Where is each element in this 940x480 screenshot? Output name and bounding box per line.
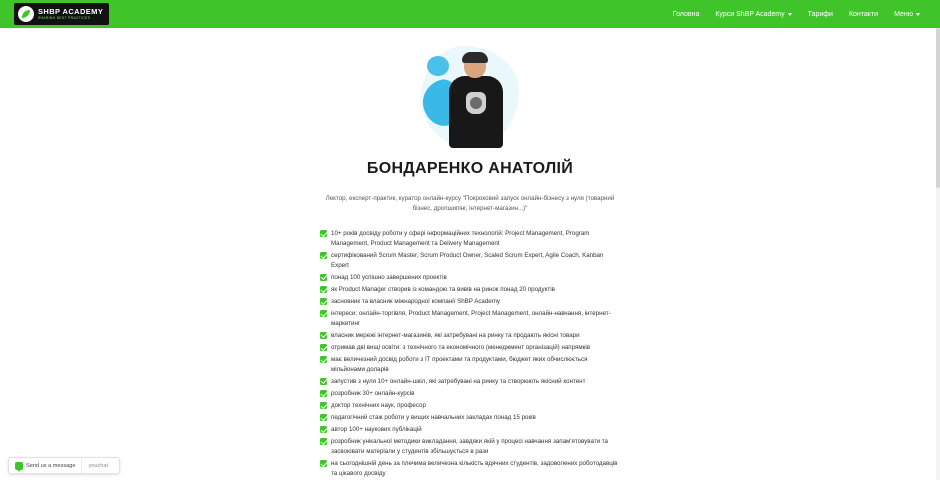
check-icon bbox=[320, 390, 327, 397]
page-scrollbar[interactable] bbox=[936, 28, 940, 480]
nav-label: Тарифи bbox=[807, 10, 833, 18]
nav-item-courses[interactable] bbox=[715, 11, 791, 18]
list-item bbox=[320, 425, 620, 435]
list-item bbox=[320, 413, 620, 423]
credentials-list bbox=[320, 229, 620, 478]
send-message-button[interactable] bbox=[9, 458, 82, 473]
list-item-text: має величезний досвід роботи з ІТ проектами та продуктами, бюджет яких обчислюється мільйонами доларів bbox=[331, 355, 588, 373]
list-item bbox=[320, 251, 620, 270]
hero-blob-accent-small bbox=[427, 56, 449, 76]
list-item bbox=[320, 401, 620, 411]
list-item-text: отримав дві вищі освіти: з технічного та економічного (менеджмент організацій) напрямків bbox=[331, 343, 591, 351]
list-item-text: розробник унікальної методики викладання, завдяки якій у процесі навчання запам'ятовувати та засвоювати матеріали у студентів збільшується в рази bbox=[331, 438, 609, 455]
nav-item-menu[interactable] bbox=[894, 11, 920, 18]
check-icon bbox=[320, 460, 327, 467]
list-item bbox=[320, 297, 620, 307]
chat-brand-label: youchat bbox=[88, 462, 109, 469]
list-item bbox=[320, 343, 620, 353]
check-icon bbox=[320, 286, 327, 293]
scrollbar-thumb[interactable] bbox=[936, 28, 940, 188]
list-item-text: інтереси: онлайн-торгівля, Product Management, Project Management, онлайн-навчання, інтернет-маркетинг bbox=[331, 309, 611, 327]
check-icon bbox=[320, 274, 327, 281]
check-icon bbox=[320, 414, 327, 421]
check-icon bbox=[320, 402, 327, 409]
list-item-text: сертифікований Scrum Master, Scrum Product Owner, Scaled Scrum Expert, Agile Coach, Kanban Expert bbox=[331, 251, 604, 269]
chat-bubble-icon bbox=[15, 462, 23, 470]
check-icon bbox=[320, 426, 327, 433]
main-navigation bbox=[673, 11, 926, 18]
nav-item-pricing[interactable] bbox=[808, 11, 833, 18]
nav-item-home[interactable] bbox=[673, 11, 700, 18]
list-item-text: засновник та власник міжнародної компанії ShBP Academy bbox=[331, 297, 500, 305]
check-icon bbox=[320, 252, 327, 259]
nav-label: Контакти bbox=[848, 10, 879, 18]
chevron-down-icon bbox=[916, 13, 920, 16]
check-icon bbox=[320, 356, 327, 363]
logo-title: SHBP ACADEMY bbox=[38, 6, 104, 16]
list-item bbox=[320, 273, 620, 283]
person-hair bbox=[462, 52, 488, 63]
page-subtitle: Лектор, експерт-практик, куратор онлайн-курсу "Покроковий запуск онлайн-бізнесу з нуля (товарний бізнес, дропшипінг, інтернет-магазин...)" bbox=[325, 195, 615, 212]
check-icon bbox=[320, 332, 327, 339]
check-icon bbox=[320, 344, 327, 351]
list-item-text: доктор технічних наук, професор bbox=[331, 401, 426, 409]
list-item-text: на сьогоднішній день за плечима величезна кількість вдячних студентів, задоволених роботодавців та цікавого досвіду bbox=[331, 459, 618, 477]
chevron-down-icon bbox=[788, 13, 792, 16]
list-item-text: як Product Manager створив із командою та вивів на ринок понад 20 продуктів bbox=[331, 285, 555, 293]
list-item bbox=[320, 285, 620, 295]
logo-subtitle: SHARING BEST PRACTICES bbox=[38, 15, 91, 20]
list-item-text: понад 100 успішно завершених проектів bbox=[331, 273, 447, 281]
nav-label: Меню bbox=[894, 10, 913, 18]
main-content bbox=[0, 160, 940, 478]
check-icon bbox=[320, 230, 327, 237]
chat-widget[interactable] bbox=[8, 457, 120, 474]
list-item-text: запустив з нуля 10+ онлайн-шкіл, які затребувані на ринку та створюють якісний контент bbox=[331, 377, 586, 385]
list-item bbox=[320, 459, 620, 478]
site-logo[interactable] bbox=[14, 3, 109, 25]
list-item bbox=[320, 355, 620, 374]
check-icon bbox=[320, 298, 327, 305]
list-item bbox=[320, 437, 620, 456]
list-item-text: автор 100+ наукових публікацій bbox=[331, 426, 422, 434]
list-item bbox=[320, 389, 620, 399]
check-icon bbox=[320, 378, 327, 385]
nav-label: Курси ShBP Academy bbox=[715, 10, 785, 18]
lecturer-photo bbox=[421, 46, 519, 148]
list-item-text: педагогічний стаж роботи у вищих навчальних закладах понад 15 років bbox=[331, 413, 536, 421]
list-item bbox=[320, 309, 620, 328]
check-icon bbox=[320, 438, 327, 445]
leaf-circle-icon bbox=[18, 6, 34, 22]
list-item bbox=[320, 331, 620, 341]
check-icon bbox=[320, 310, 327, 317]
list-item bbox=[320, 377, 620, 387]
page-title: БОНДАРЕНКО АНАТОЛІЙ bbox=[366, 160, 574, 177]
send-message-label: Send us a message bbox=[26, 462, 76, 469]
list-item bbox=[320, 229, 620, 248]
site-header bbox=[0, 0, 940, 28]
list-item-text: 10+ років досвіду роботи у сфері інформаційних технологій: Project Management, Program Management, Product Management та Delivery Management bbox=[331, 230, 590, 247]
nav-item-contacts[interactable] bbox=[849, 11, 878, 18]
nav-label: Головна bbox=[672, 10, 700, 18]
person-illustration bbox=[447, 52, 505, 148]
tshirt-print bbox=[466, 92, 486, 114]
hero-section bbox=[0, 46, 940, 148]
list-item-text: власник мережі інтернет-магазинів, які затребувані на ринку та продають якісні товари bbox=[331, 331, 580, 339]
list-item-text: розробник 30+ онлайн-курсів bbox=[331, 389, 415, 397]
